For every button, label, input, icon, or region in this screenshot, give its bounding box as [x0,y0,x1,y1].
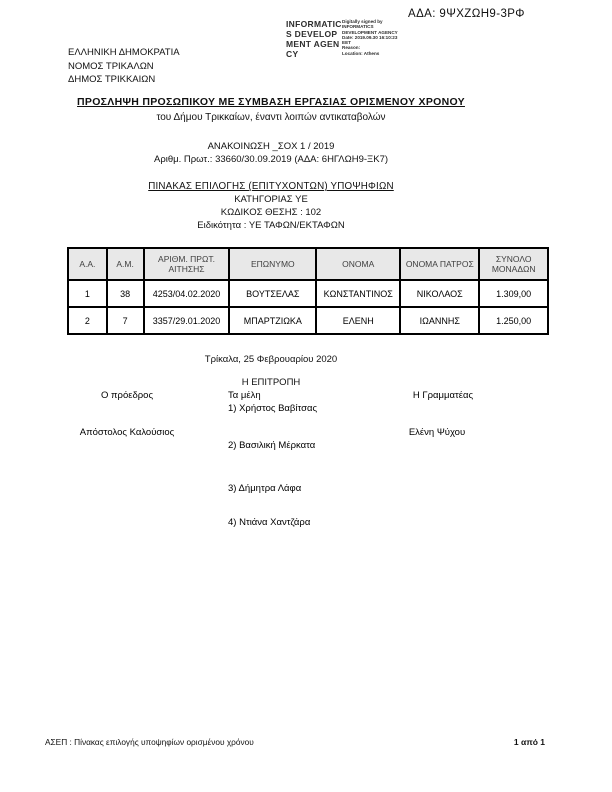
cell-father-name: ΙΩΑΝΝΗΣ [400,307,479,334]
members-role-label: Τα μέλη [228,390,261,401]
cell-total-points: 1.250,00 [479,307,548,334]
col-header-total-points: ΣΥΝΟΛΟ ΜΟΝΑΔΩΝ [479,248,548,280]
committee-member-4: 4) Ντιάνα Χαντζάρα [228,517,311,528]
cell-application-protocol: 3357/29.01.2020 [144,307,230,334]
committee-title: Η ΕΠΙΤΡΟΠΗ [241,377,301,388]
committee-member-3: 3) Δήμητρα Λάφα [228,483,302,494]
digital-signature-stamp-agency: INFORMATICS DEVELOPMENT AGENCY [286,19,342,59]
cell-serial: 2 [68,307,107,334]
col-header-first-name: ΟΝΟΜΑ [316,248,400,280]
signature-line: Digitally signed by [342,19,383,24]
secretary-name: Ελένη Ψύχου [408,427,466,438]
cell-total-points: 1.309,00 [479,280,548,307]
col-header-application-protocol: ΑΡΙΘΜ. ΠΡΩΤ. ΑΙΤΗΣΗΣ [144,248,230,280]
protocol-number: Αριθμ. Πρωτ.: 33660/30.09.2019 (ΑΔΑ: 6ΗΓΛΩΗ9-ΞΚ7) [153,154,389,165]
specialty-label: Ειδικότητα : ΥΕ ΤΑΦΩΝ/ΕΚΤΑΦΩΝ [197,220,345,231]
ada-code: ΑΔΑ: 9ΨΧΖΩΗ9-3ΡΦ [408,8,525,20]
col-header-serial: Α.Α. [68,248,107,280]
col-header-surname: ΕΠΩΝΥΜΟ [229,248,316,280]
signature-line: Location: Athens [342,50,380,56]
position-code: ΚΩΔΙΚΟΣ ΘΕΣΗΣ : 102 [220,207,322,218]
signature-line: EET [342,40,351,46]
cell-first-name: ΕΛΕΝΗ [316,307,400,334]
table-row [68,280,548,307]
table-header-row [68,248,548,280]
secretary-role-label: Η Γραμματέας [412,390,474,401]
cell-surname: ΜΠΑΡΤΖΙΩΚΑ [229,307,316,334]
signature-line: DEVELOPMENT AGENCY [342,29,398,35]
org-line-prefecture: ΝΟΜΟΣ ΤΡΙΚΑΛΩΝ [68,60,154,72]
committee-member-1: 1) Χρήστος Βαβίτσας [228,403,318,414]
category-label: ΚΑΤΗΓΟΡΙΑΣ ΥΕ [234,194,308,205]
col-header-father-name: ΟΝΟΜΑ ΠΑΤΡΟΣ [400,248,479,280]
place-and-date: Τρίκαλα, 25 Φεβρουαρίου 2020 [204,354,338,365]
org-line-republic: ΕΛΛΗΝΙΚΗ ΔΗΜΟΚΡΑΤΙΑ [68,47,180,58]
cell-registry-number: 7 [107,307,144,334]
cell-surname: ΒΟΥΤΣΕΛΑΣ [229,280,316,307]
president-role-label: Ο πρόεδρος [100,390,154,401]
digital-signature-details [342,19,432,56]
footer-description: ΑΣΕΠ : Πίνακας επιλογής υποψηφίων ορισμένου χρόνου [45,737,254,747]
candidates-table [67,247,549,335]
president-name: Απόστολος Καλούσιος [79,427,175,438]
page-number: 1 από 1 [513,737,545,747]
selection-list-title: ΠΙΝΑΚΑΣ ΕΠΙΛΟΓΗΣ (ΕΠΙΤΥΧΟΝΤΩΝ) ΥΠΟΨΗΦΙΩΝ [148,181,394,192]
signature-line: INFORMATICS [342,24,374,30]
cell-first-name: ΚΩΝΣΤΑΝΤΙΝΟΣ [316,280,400,307]
table-row [68,307,548,334]
cell-application-protocol: 4253/04.02.2020 [144,280,230,307]
announcement-number: ΑΝΑΚΟΙΝΩΣΗ _ΣΟΧ 1 / 2019 [207,141,335,152]
cell-registry-number: 38 [107,280,144,307]
cell-serial: 1 [68,280,107,307]
cell-father-name: ΝΙΚΟΛΑΟΣ [400,280,479,307]
signature-line: Reason: [342,45,361,51]
document-subtitle: του Δήμου Τρικκαίων, έναντι λοιπών αντικαταβολών [156,112,386,123]
committee-member-2: 2) Βασιλική Μέρκατα [228,440,316,451]
document-title: ΠΡΟΣΛΗΨΗ ΠΡΟΣΩΠΙΚΟΥ ΜΕ ΣΥΜΒΑΣΗ ΕΡΓΑΣΙΑΣ ΟΡΙΣΜΕΝΟΥ ΧΡΟΝΟΥ [77,96,465,108]
org-line-municipality: ΔΗΜΟΣ ΤΡΙΚΚΑΙΩΝ [68,74,156,85]
issuing-organisation [68,46,180,87]
signature-line: Date: 2019.09.30 16:10:23 [342,34,398,40]
col-header-registry-number: Α.Μ. [107,248,144,280]
